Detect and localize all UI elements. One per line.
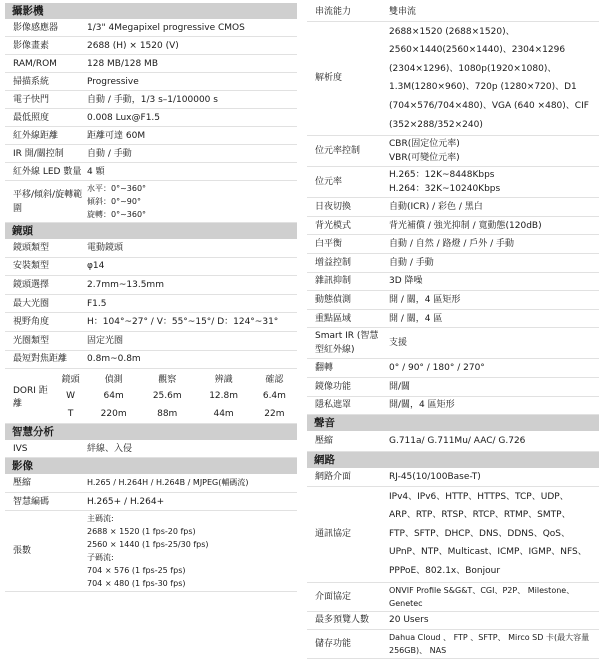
spec-value-line: 2688 × 1520 (1 fps-20 fps)	[87, 527, 196, 537]
spec-label: 最多預覽人數	[315, 615, 370, 626]
spec-value	[385, 235, 599, 253]
spec-row	[307, 397, 599, 416]
spec-row	[307, 198, 599, 217]
dori-table	[5, 369, 297, 424]
spec-row	[307, 217, 599, 236]
right-column	[307, 3, 599, 659]
spec-row	[307, 254, 599, 273]
spec-value	[385, 583, 599, 611]
spec-value	[83, 239, 297, 257]
spec-row	[307, 468, 599, 487]
spec-label: 最低照度	[13, 112, 50, 123]
spec-label: 掃描系統	[13, 76, 50, 87]
spec-value-line: H.264：32K~10240Kbps	[389, 184, 501, 195]
spec-label: 翻轉	[315, 363, 334, 374]
section-header: 智慧分析	[5, 424, 297, 440]
spec-value-line: 主碼流:	[87, 514, 114, 524]
spec-value	[385, 217, 599, 235]
spec-value	[83, 440, 297, 457]
spec-value	[83, 351, 297, 369]
spec-row	[5, 313, 297, 332]
spec-value-line: H.265 / H.264H / H.264B / MJPEG(輔碼流)	[87, 478, 249, 488]
spec-label: 增益控制	[315, 257, 352, 268]
spec-value	[385, 397, 599, 415]
spec-value-line: H.265+ / H.264+	[87, 496, 165, 507]
spec-label: 背光模式	[315, 220, 352, 231]
dori-header: 鏡頭	[61, 374, 80, 385]
section-header: 網路	[307, 452, 599, 468]
spec-row	[5, 239, 297, 258]
dori-value: 220m	[100, 409, 127, 420]
spec-value	[83, 474, 297, 492]
spec-label: 紅外線距離	[13, 130, 59, 141]
spec-value	[83, 109, 297, 126]
spec-label: 位元率	[315, 177, 343, 188]
spec-value-line: 0° / 90° / 180° / 270°	[389, 363, 485, 374]
spec-label: 鏡頭選擇	[13, 279, 50, 290]
spec-value-line: 開 / 關，4 區矩形	[389, 294, 461, 305]
spec-value-line: H：104°~27° / V：55°~15°/ D：124°~31°	[87, 317, 279, 328]
spec-row	[5, 295, 297, 314]
spec-row	[307, 328, 599, 359]
spec-value	[83, 91, 297, 108]
spec-value-line: 704 × 576 (1 fps-25 fps)	[87, 566, 186, 576]
spec-value-line: 開/關	[389, 381, 411, 392]
spec-label: 重點區域	[315, 313, 352, 324]
spec-row	[5, 73, 297, 91]
spec-label: 雜訊抑制	[315, 276, 352, 287]
spec-row	[5, 474, 297, 493]
spec-row	[5, 258, 297, 277]
spec-label: 通訊協定	[315, 529, 352, 540]
spec-row	[5, 440, 297, 458]
spec-row	[307, 310, 599, 329]
spec-value-line: 水平：0°~360°	[87, 184, 147, 193]
section-header: 聲音	[307, 415, 599, 431]
spec-row	[307, 612, 599, 631]
dori-header: 確認	[265, 374, 284, 385]
spec-row	[307, 235, 599, 254]
dori-label: DORI 距離	[13, 386, 48, 410]
spec-row	[307, 378, 599, 397]
spec-row	[307, 291, 599, 310]
spec-row	[5, 91, 297, 109]
spec-row	[307, 3, 599, 22]
spec-value	[83, 313, 297, 331]
spec-value-line: 自動 / 手動	[389, 257, 434, 268]
spec-row	[5, 511, 297, 592]
spec-value	[385, 487, 599, 582]
spec-value	[385, 291, 599, 309]
spec-value-line: 開/關，4 區矩形	[389, 400, 455, 411]
spec-row	[307, 273, 599, 292]
spec-value-line: Dahua Cloud 、 FTP 、SFTP、 Mirco SD 卡(最大容量 256GB)、 NAS	[389, 633, 590, 656]
dori-value: 64m	[103, 391, 124, 402]
spec-row	[307, 22, 599, 137]
spec-value-line: H.265：12K~8448Kbps	[389, 170, 495, 181]
section-header: 鏡頭	[5, 223, 297, 239]
spec-value-line: 3D 降噪	[389, 276, 423, 287]
spec-label: 智慧編碼	[13, 496, 50, 507]
spec-value-line: 0.8m~0.8m	[87, 354, 141, 365]
spec-value-line: 0.008 Lux@F1.5	[87, 112, 161, 123]
spec-value-line: Progressive	[87, 76, 139, 87]
spec-value	[83, 37, 297, 54]
spec-row	[307, 431, 599, 452]
spec-row	[5, 493, 297, 512]
spec-label: 紅外線 LED 數量	[13, 166, 82, 177]
spec-value	[83, 511, 297, 591]
spec-value	[385, 468, 599, 486]
dori-value: 6.4m	[262, 391, 286, 402]
dori-value: 25.6m	[152, 391, 182, 402]
spec-value-line: 20 Users	[389, 615, 429, 626]
spec-value-line: 704 × 480 (1 fps-30 fps)	[87, 579, 186, 589]
spec-row	[307, 583, 599, 612]
spec-value	[385, 273, 599, 291]
spec-label: IVS	[13, 443, 28, 454]
spec-label: 動態偵測	[315, 294, 352, 305]
spec-label: 影像畫素	[13, 40, 50, 51]
spec-label: 最大光圈	[13, 298, 50, 309]
dori-value: 44m	[213, 409, 234, 420]
spec-value	[385, 136, 599, 166]
left-column	[5, 3, 297, 592]
spec-label: IR 開/關控制	[13, 148, 64, 159]
spec-value-line: 電動鏡頭	[87, 242, 124, 253]
spec-value-line: F1.5	[87, 298, 107, 309]
spec-label: 最短對焦距離	[13, 354, 68, 365]
spec-row	[5, 55, 297, 73]
spec-label: RAM/ROM	[13, 58, 57, 69]
spec-value-line: 子碼流:	[87, 553, 114, 563]
dori-header: 偵測	[104, 374, 123, 385]
spec-label: 影像感應器	[13, 22, 59, 33]
spec-label: 平移/傾斜/旋轉範圍	[13, 189, 83, 214]
spec-label: 光圈類型	[13, 335, 50, 346]
spec-value-line: 固定光圈	[87, 335, 124, 346]
spec-value-line: G.711a/ G.711Mu/ AAC/ G.726	[389, 436, 526, 447]
spec-value	[385, 3, 599, 21]
spec-value	[83, 163, 297, 180]
spec-value	[83, 295, 297, 313]
spec-value-line: 1/3" 4Megapixel progressive CMOS	[87, 22, 245, 33]
spec-value-line: 自動 / 自然 / 路燈 / 戶外 / 手動	[389, 239, 515, 250]
dori-lens: T	[67, 409, 74, 420]
dori-value: 22m	[264, 409, 285, 420]
spec-label: 白平衡	[315, 239, 343, 250]
spec-label: 介面協定	[315, 591, 352, 602]
spec-value	[83, 55, 297, 72]
spec-row	[5, 127, 297, 145]
spec-value-line: 距離可達 60M	[87, 130, 146, 141]
spec-label: 張數	[13, 546, 32, 557]
spec-value	[385, 378, 599, 396]
spec-value	[83, 181, 297, 222]
spec-value-line: 2688 (H) × 1520 (V)	[87, 40, 179, 51]
spec-value	[385, 198, 599, 216]
spec-label: 串流能力	[315, 6, 352, 17]
dori-header: 辨識	[214, 374, 233, 385]
spec-value-line: CBR(固定位元率)	[389, 139, 460, 150]
spec-value	[83, 127, 297, 144]
spec-label: 鏡頭類型	[13, 242, 50, 253]
spec-label: Smart IR (智慧型紅外線)	[315, 331, 379, 356]
spec-row	[5, 276, 297, 295]
dori-value: 88m	[157, 409, 178, 420]
spec-row	[307, 487, 599, 583]
spec-value-line: 背光補償 / 強光抑制 / 寬動態(120dB)	[389, 220, 542, 231]
spec-value	[385, 431, 599, 451]
spec-value-line: IPv4、IPv6、HTTP、HTTPS、TCP、UDP、ARP、RTP、RTSP、RTCP、RTMP、SMTP、FTP、SFTP、DHCP、DNS、DDNS、QoS、UPnP、NTP、Multicast、ICMP、IGMP、NFS、PPPoE、802.1x、Bonjour	[389, 491, 587, 577]
dori-header: 觀察	[158, 374, 177, 385]
spec-label: 儲存功能	[315, 639, 352, 650]
spec-value	[83, 145, 297, 162]
spec-value-line: 2688×1520 (2688×1520)、2560×1440(2560×1440)、2304×1296 (2304×1296)、1080p(1920×1080)、1.3M(1280×960)、720p (1280×720)、D1 (704×576/704×480)、VGA (640 ×480)、CIF (352×288/352×240)	[389, 26, 589, 130]
spec-value-line: 自動(ICR) / 彩色 / 黑白	[389, 201, 483, 212]
dori-lens: W	[66, 391, 76, 402]
spec-value	[385, 167, 599, 197]
spec-value-line: ONVIF Profile S&G&T、CGI、P2P、 Milestone、Genetec	[389, 585, 575, 608]
spec-value-line: φ14	[87, 261, 105, 272]
spec-label: 安裝類型	[13, 261, 50, 272]
spec-row	[5, 109, 297, 127]
spec-row	[5, 19, 297, 37]
spec-label: 電子快門	[13, 94, 50, 105]
section-header: 攝影機	[5, 3, 297, 19]
spec-value-line: 自動 / 手動，1/3 s–1/100000 s	[87, 94, 218, 105]
spec-value	[83, 19, 297, 36]
spec-row	[307, 359, 599, 378]
spec-value-line: 2560 × 1440 (1 fps-25/30 fps)	[87, 540, 209, 550]
dori-value: 12.8m	[209, 391, 238, 402]
spec-value-line: 絆線、入侵	[87, 443, 133, 454]
spec-row	[5, 163, 297, 181]
spec-row	[5, 181, 297, 223]
spec-value	[385, 310, 599, 328]
spec-value	[83, 276, 297, 294]
spec-value	[385, 612, 599, 630]
spec-label: 解析度	[315, 73, 343, 84]
spec-value-line: 開 / 關，4 區	[389, 313, 443, 324]
spec-label: 日夜切換	[315, 201, 352, 212]
spec-label: 位元率控制	[315, 146, 361, 157]
spec-value-line: 4 顆	[87, 166, 105, 177]
spec-value-line: 自動 / 手動	[87, 148, 132, 159]
spec-row	[5, 145, 297, 163]
spec-label: 鏡像功能	[315, 381, 352, 392]
spec-value-line: 雙串流	[389, 6, 417, 17]
spec-row	[5, 332, 297, 351]
spec-value	[83, 73, 297, 90]
spec-label: 壓縮	[13, 477, 32, 488]
spec-value	[385, 22, 599, 136]
spec-value-line: 傾斜：0°~90°	[87, 197, 141, 206]
spec-value	[385, 359, 599, 377]
spec-value	[83, 332, 297, 350]
spec-row	[307, 630, 599, 659]
spec-row	[5, 37, 297, 55]
spec-row	[307, 136, 599, 167]
spec-value-line: 2.7mm~13.5mm	[87, 279, 164, 290]
spec-label: 網路介面	[315, 471, 352, 482]
spec-label: 隱私遮罩	[315, 400, 352, 411]
spec-value-line: 128 MB/128 MB	[87, 58, 158, 69]
section-header: 影像	[5, 458, 297, 474]
spec-row	[307, 167, 599, 198]
spec-value-line: VBR(可變位元率)	[389, 153, 460, 164]
spec-row	[5, 351, 297, 370]
spec-value-line: RJ-45(10/100Base-T)	[389, 471, 481, 482]
spec-label: 視野角度	[13, 317, 50, 328]
spec-value	[385, 630, 599, 658]
spec-value	[385, 328, 599, 358]
spec-label: 壓縮	[315, 436, 334, 447]
spec-value	[83, 493, 297, 511]
spec-value-line: 旋轉：0°~360°	[87, 210, 147, 219]
spec-value-line: 支援	[389, 338, 408, 349]
spec-value	[385, 254, 599, 272]
spec-value	[83, 258, 297, 276]
